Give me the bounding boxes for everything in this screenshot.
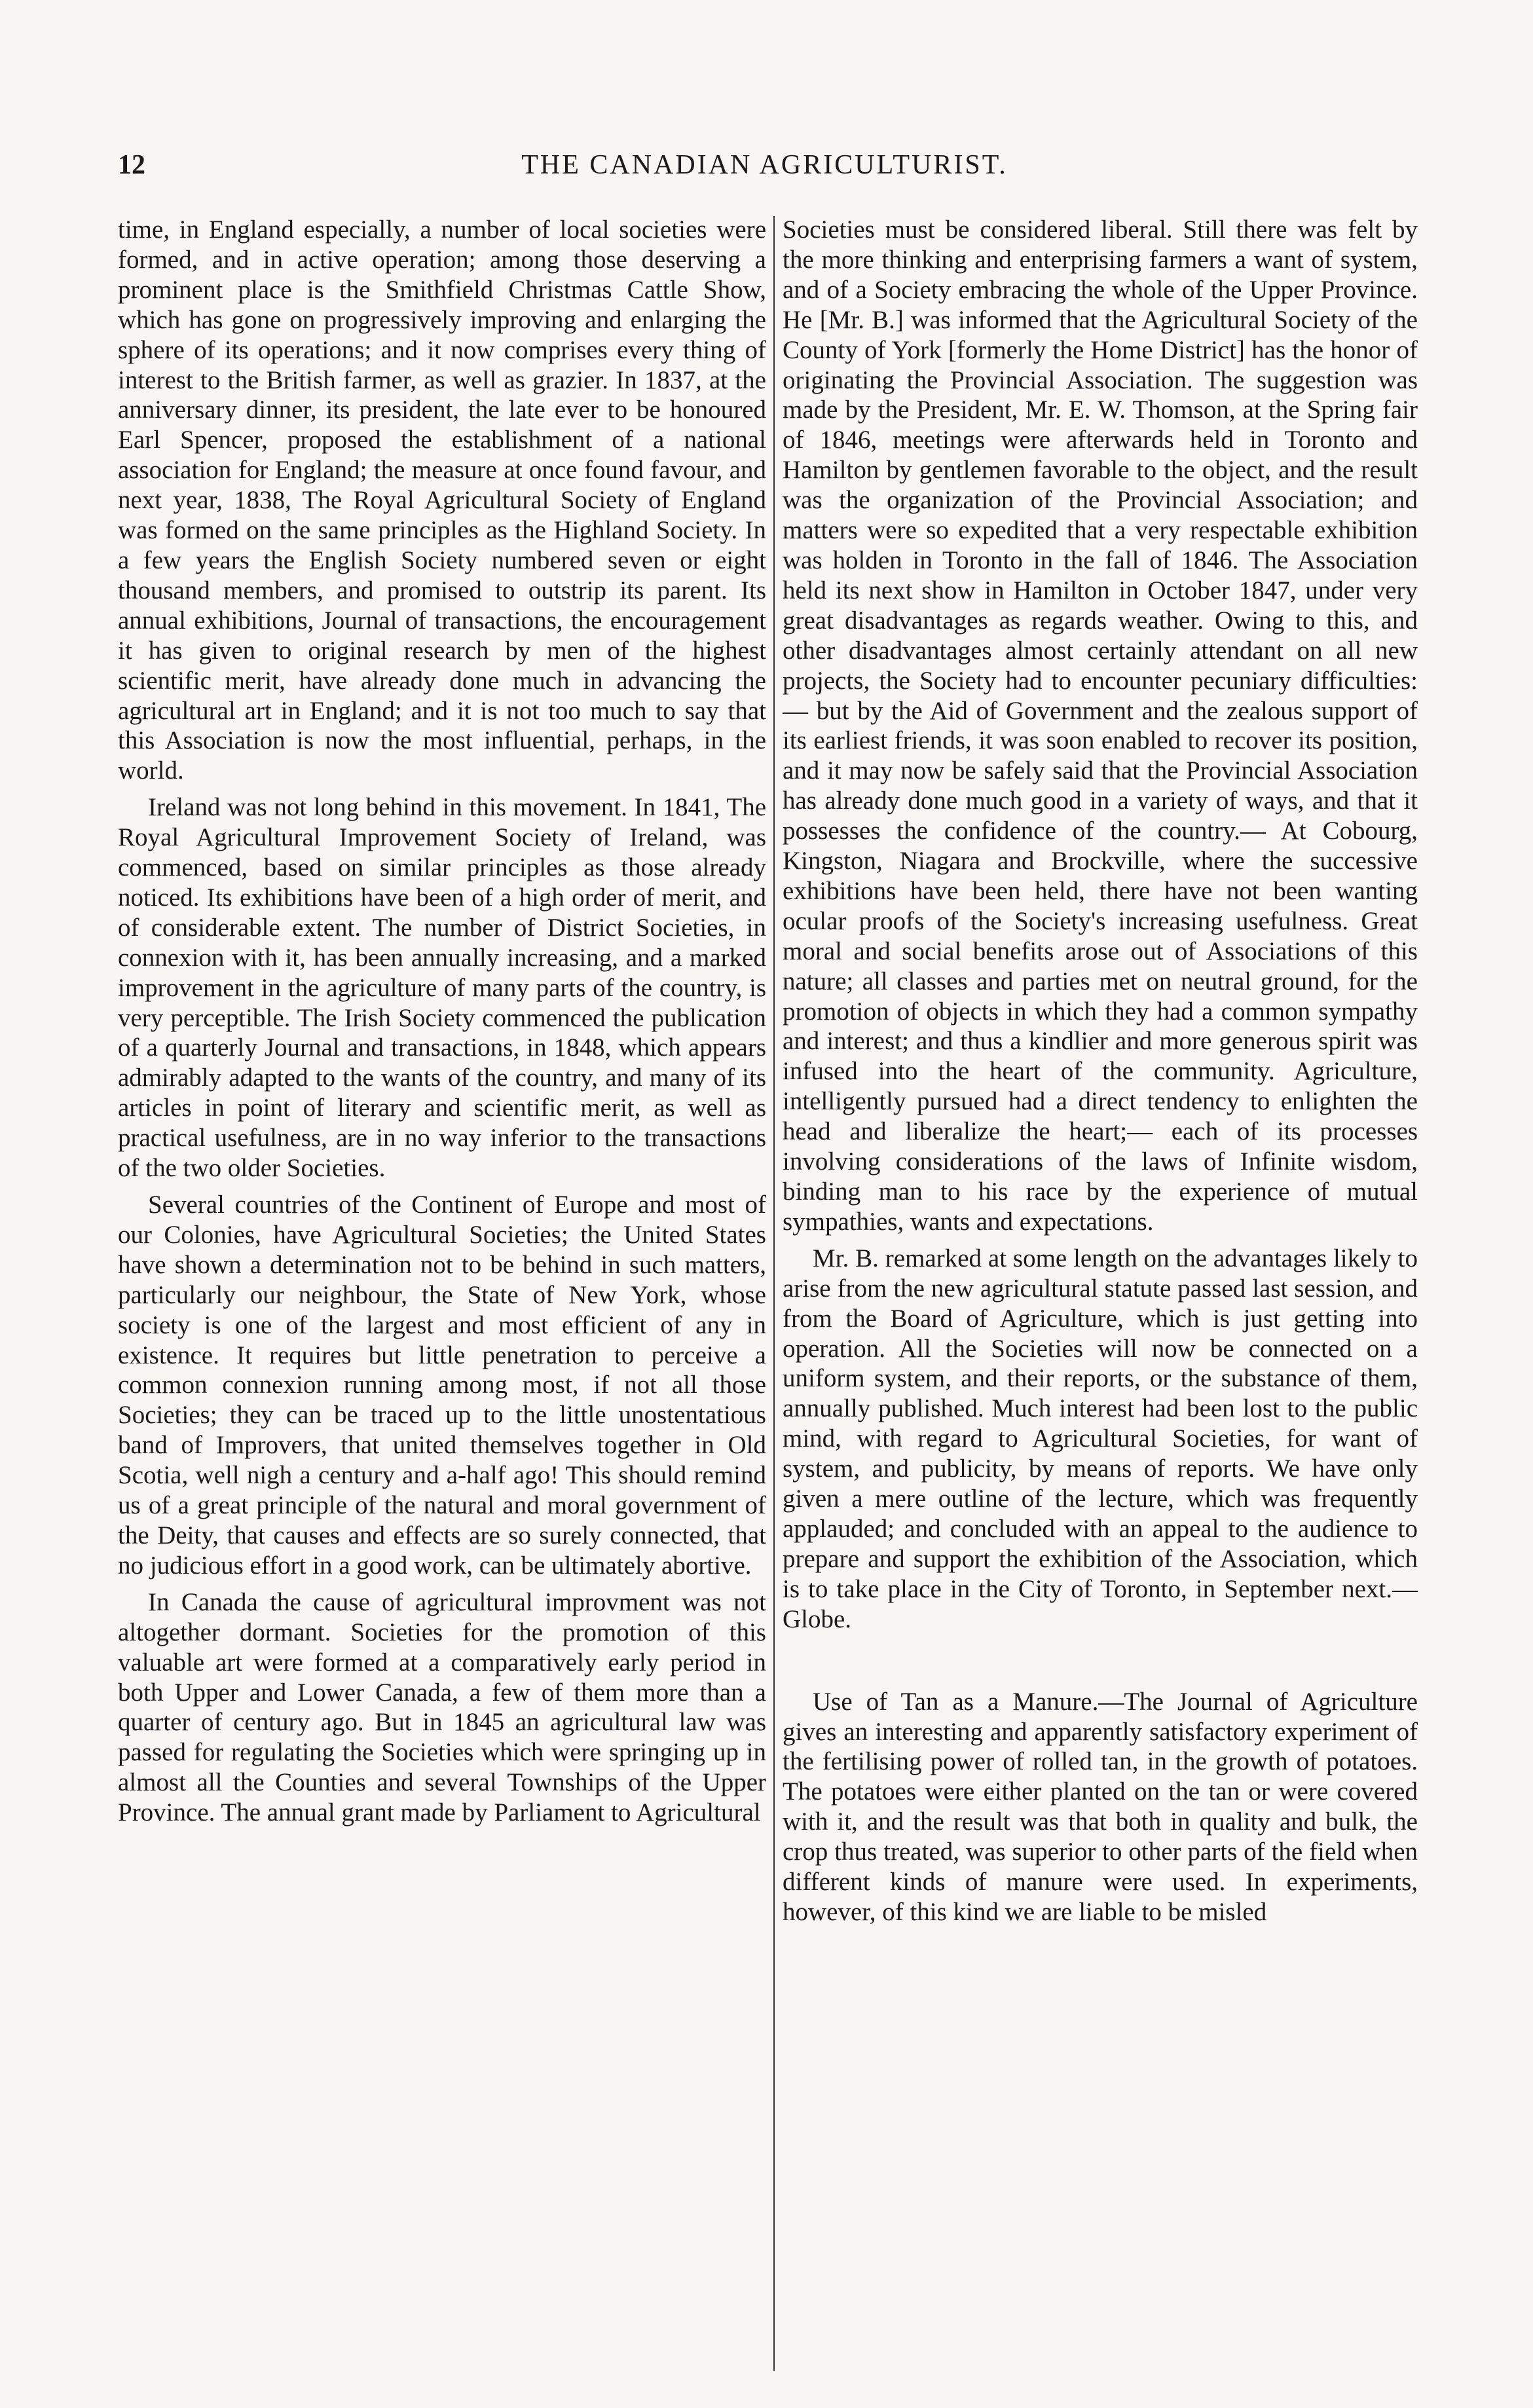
running-title: THE CANADIAN AGRICULTURIST.: [521, 150, 1008, 180]
left-paragraph-2: Ireland was not long behind in this movement. In 1841, The Royal Agricultural Improvement Society of Ireland, was commenced, based on similar principles as those already noticed. Its exhibitions have been of a high order of merit, and of considerable extent. The number of District Societies, in connexion with it, has been annually increasing, and a marked improvement in the agriculture of many parts of the country, is very perceptible. The Irish Society commenced the publication of a quarterly Journal and transactions, in 1848, which appears admirably adapted to the wants of the country, and many of its articles in point of literary and scientific merit, as well as practical usefulness, are in no way inferior to the transactions of the two older Societies.: [118, 793, 766, 1183]
column-rule: [773, 216, 775, 2371]
section-gap: [783, 1641, 1418, 1687]
left-paragraph-1: time, in England especially, a number of local societies were formed, and in active operation; among those deserving a prominent place is the Smithfield Christmas Cattle Show, which has gone on progressively improving and enlarging the sphere of its operations; and it now comprises every thing of interest to the British farmer, as well as grazier. In 1837, at the anniversary dinner, its president, the late ever to be honoured Earl Spencer, proposed the establishment of a national association for England; the measure at once found favour, and next year, 1838, The Royal Agricultural Society of England was formed on the same principles as the Highland Society. In a few years the English Society numbered seven or eight thousand members, and promised to outstrip its parent. Its annual exhibitions, Journal of transactions, the encouragement it has given to original research by men of the highest scientific merit, have already done much in advancing the agricultural art in England; and it is not too much to say that this Association is now the most influential, perhaps, in the world.: [118, 215, 766, 785]
left-column: [118, 215, 766, 2369]
page-number: 12: [118, 150, 145, 180]
right-paragraph-2: Mr. B. remarked at some length on the advantages likely to arise from the new agricultural statute passed last session, and from the Board of Agriculture, which is just getting into operation. All the Societies will now be connected on a uniform system, and their reports, or the substance of them, annually published. Much interest had been lost to the public mind, with regard to Agricultural Societies, for want of system, and publicity, by means of reports. We have only given a mere outline of the lecture, which was frequently applauded; and concluded with an appeal to the audience to prepare and support the exhibition of the Association, which is to take place in the City of Toronto, in September next.—Globe.: [783, 1244, 1418, 1633]
page-header: [118, 149, 1411, 189]
right-column: [783, 215, 1418, 2369]
right-paragraph-1: Societies must be considered liberal. Still there was felt by the more thinking and enterprising farmers a want of system, and of a Society embracing the whole of the Upper Province. He [Mr. B.] was informed that the Agricultural Society of the County of York [formerly the Home District] has the honor of originating the Provincial Association. The suggestion was made by the President, Mr. E. W. Thomson, at the Spring fair of 1846, meetings were afterwards held in Toronto and Hamilton by gentlemen favorable to the object, and the result was the organization of the Provincial Association; and matters were so expedited that a very respectable exhibition was holden in Toronto in the fall of 1846. The Association held its next show in Hamilton in October 1847, under very great disadvantages as regards weather. Owing to this, and other disadvantages almost certainly attendant on all new projects, the Society had to encounter pecuniary difficulties: — but by the Aid of Government and the zealous support of its earliest friends, it was soon enabled to recover its position, and it may now be safely said that the Provincial Association has already done much good in a variety of ways, and that it possesses the confidence of the country.— At Cobourg, Kingston, Niagara and Brockville, where the successive exhibitions have been held, there have not been wanting ocular proofs of the Society's increasing usefulness. Great moral and social benefits arose out of Associations of this nature; all classes and parties met on neutral ground, for the promotion of objects in which they had a common sympathy and interest; and thus a kindlier and more generous spirit was infused into the heart of the community. Agriculture, intelligently pursued had a direct tendency to enlighten the head and liberalize the heart;— each of its processes involving considerations of the laws of Infinite wisdom, binding man to his race by the experience of mutual sympathies, wants and expectations.: [783, 215, 1418, 1236]
right-paragraph-3-tan-manure: Use of Tan as a Manure.—The Journal of Agriculture gives an interesting and apparently satisfactory experiment of the fertilising power of rolled tan, in the growth of potatoes. The potatoes were either planted on the tan or were covered with it, and the result was that both in quality and bulk, the crop thus treated, was superior to other parts of the field when different kinds of manure were used. In experiments, however, of this kind we are liable to be misled: [783, 1687, 1418, 1926]
left-paragraph-3: Several countries of the Continent of Europe and most of our Colonies, have Agricultural Societies; the United States have shown a determination not to be behind in such matters, particularly our neighbour, the State of New York, whose society is one of the largest and most efficient of any in existence. It requires but little penetration to perceive a common connexion running among most, if not all those Societies; they can be traced up to the little unostentatious band of Improvers, that united themselves together in Old Scotia, well nigh a century and a-half ago! This should remind us of a great principle of the natural and moral government of the Deity, that causes and effects are so surely connected, that no judicious effort in a good work, can be ultimately abortive.: [118, 1191, 766, 1580]
left-paragraph-4: In Canada the cause of agricultural improvment was not altogether dormant. Societies for the promotion of this valuable art were formed at a comparatively early period in both Upper and Lower Canada, a few of them more than a quarter of century ago. But in 1845 an agricultural law was passed for regulating the Societies which were springing up in almost all the Counties and several Townships of the Upper Province. The annual grant made by Parliament to Agricultural: [118, 1587, 766, 1827]
